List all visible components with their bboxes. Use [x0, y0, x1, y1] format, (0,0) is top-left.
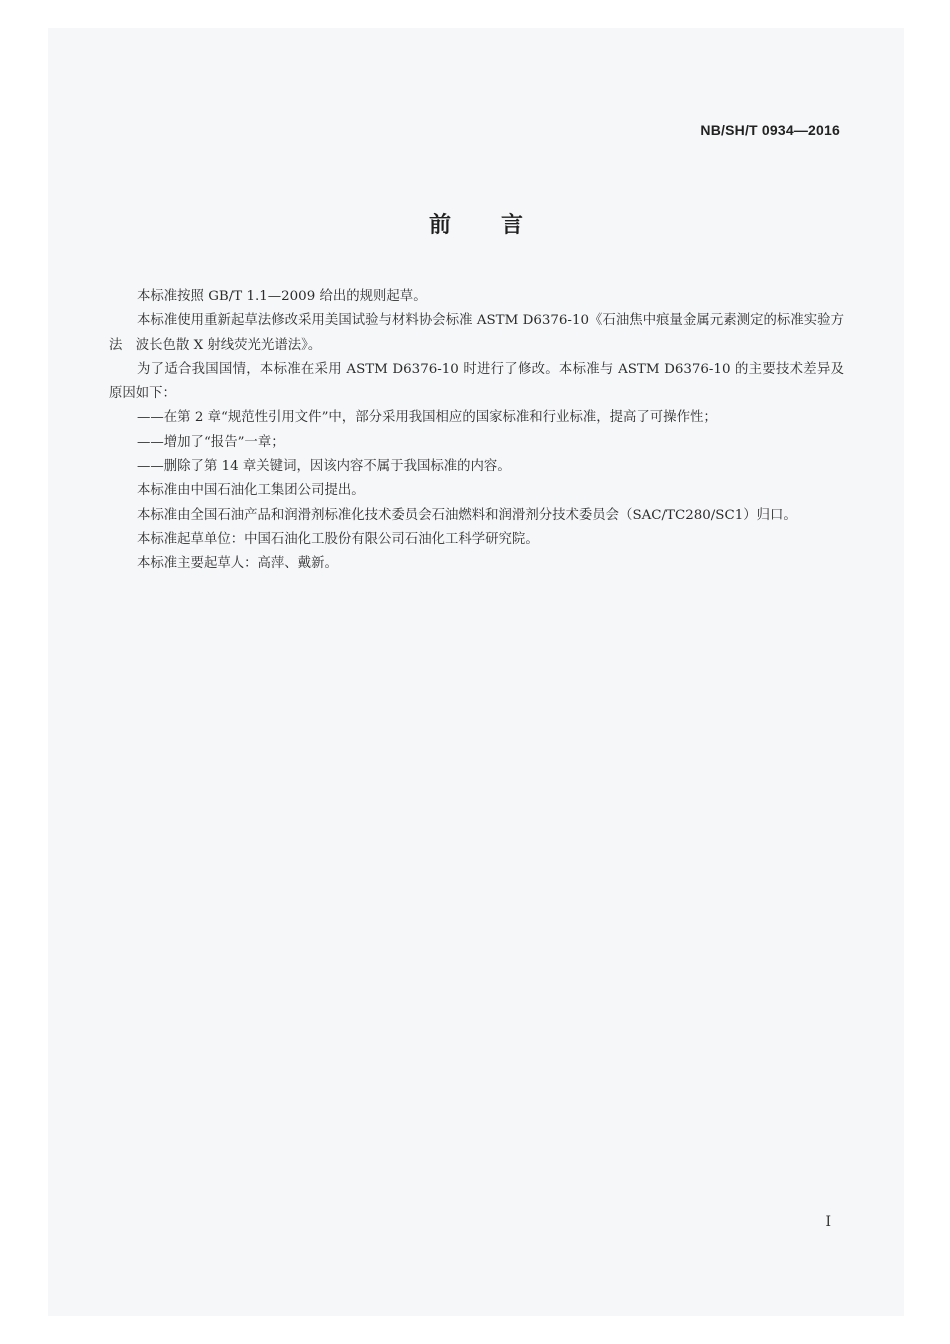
- page-number: I: [825, 1214, 831, 1230]
- paragraph-management: 本标准由全国石油产品和润滑剂标准化技术委员会石油燃料和润滑剂分技术委员会（SAC/TC280/SC1）归口。: [137, 507, 797, 523]
- paragraph-proposer: 本标准由中国石油化工集团公司提出。: [137, 483, 365, 499]
- paragraph-drafting-unit: 本标准起草单位：中国石油化工股份有限公司石油化工科学研究院。: [137, 531, 539, 547]
- list-item: ——在第 2 章“规范性引用文件”中，部分采用我国相应的国家标准和行业标准，提高了可操作性；: [137, 410, 717, 426]
- list-item: ——增加了“报告”一章；: [137, 434, 285, 450]
- document-page: [48, 28, 904, 1316]
- standard-code: NB/SH/T 0934—2016: [700, 122, 840, 138]
- paragraph-differences-intro: 为了适合我国国情，本标准在采用 ASTM D6376-10 时进行了修改。本标准与 ASTM D6376-10 的主要技术差异及原因如下：: [109, 361, 844, 402]
- list-item: ——删除了第 14 章关键词，因该内容不属于我国标准的内容。: [137, 459, 511, 475]
- paragraph-adoption: 本标准使用重新起草法修改采用美国试验与材料协会标准 ASTM D6376-10《石油焦中痕量金属元素测定的标准实验方法 波长色散 X 射线荧光光谱法》。: [109, 313, 844, 353]
- document-body: [109, 285, 844, 577]
- page-title: 前言: [428, 213, 573, 238]
- paragraph-drafting-rules: 本标准按照 GB/T 1.1—2009 给出的规则起草。: [137, 289, 427, 304]
- paragraph-drafters: 本标准主要起草人：高萍、戴新。: [137, 556, 338, 572]
